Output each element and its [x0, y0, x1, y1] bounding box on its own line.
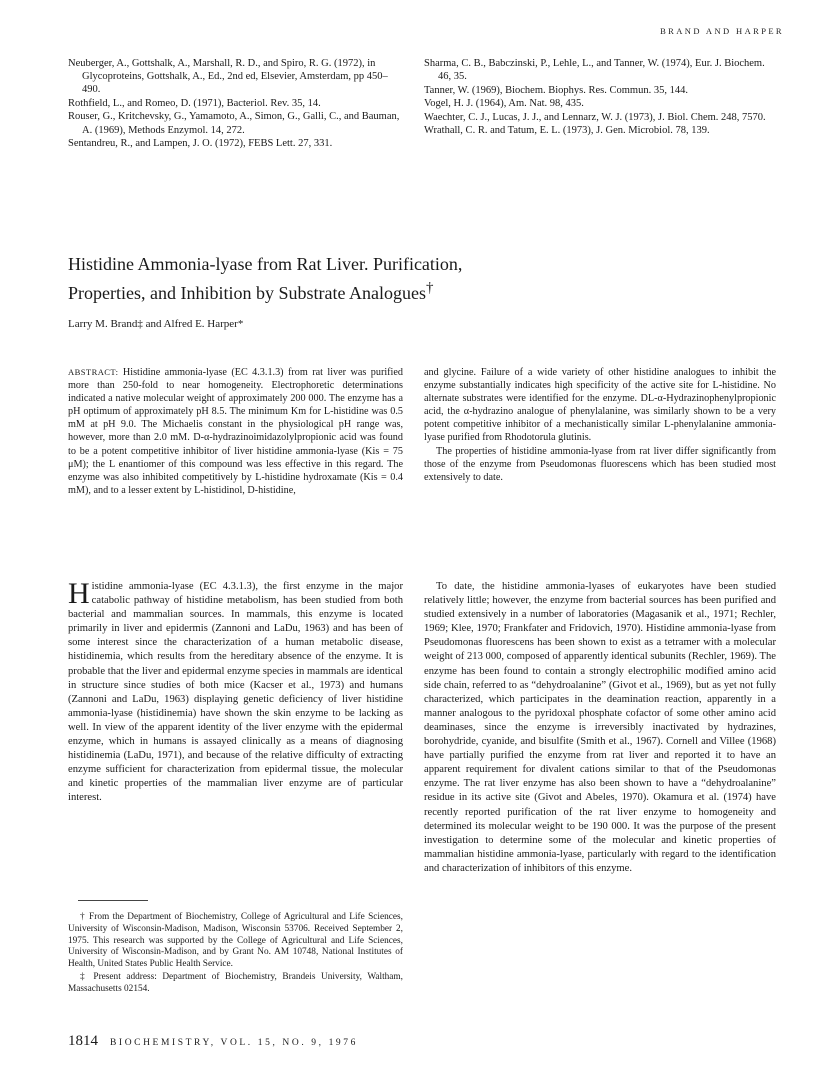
- reference-item: Vogel, H. J. (1964), Am. Nat. 98, 435.: [424, 98, 584, 110]
- title-line-2: Properties, and Inhibition by Substrate Analogues: [68, 283, 426, 303]
- page-number: 1814: [68, 1033, 98, 1049]
- body-right-column: [424, 580, 776, 876]
- running-head: BRAND AND HARPER: [660, 26, 784, 36]
- abstract-right-column: [424, 366, 776, 484]
- journal-citation: BIOCHEMISTRY, VOL. 15, NO. 9, 1976: [110, 1038, 358, 1048]
- body-text: istidine ammonia-lyase (EC 4.3.1.3), the first enzyme in the major catabolic pathway of histidine metabolism, has been studied from both bacterial and mammalian sources. In mammals, this enzyme is located primarily in liver and epidermis (Zannoni and LaDu, 1963) and has been of some interest since the characterization of a human metabolic disease, histidinemia, which results from the hereditary absence of the enzyme. It is probable that the liver and epidermal enzyme species in mammals are identical in structure since studies of both mice (Kacser et al., 1973) and humans (Zannoni and LaDu, 1963) displaying genetic deficiency of liver histidine ammonia-lyase (histidinemia) have shown the skin enzyme to be lacking as well. In view of the apparent identity of the liver enzyme with the epidermal enzyme, which in humans is assayed clinically as a means of diagnosing histidinemia (LaDu, 1971), and because of the relative difficulty of extracting enzyme sufficient for characterization from epidermal tissue, the molecular and kinetic properties of the mammalian liver enzyme are of particular interest.: [68, 581, 403, 804]
- body-left-column: [68, 577, 403, 806]
- footnote-item: † From the Department of Biochemistry, College of Agricultural and Life Sciences, University of Wisconsin-Madison, Madison, Wisconsin 53706. Received September 2, 1975. This research was supported by the College of Agricultural and Life Sciences, University of Wisconsin-Madison, and by Grant No. AM 10748, National Institutes of Health, United States Public Health Service.: [68, 912, 403, 970]
- title-line-1: Histidine Ammonia-lyase from Rat Liver. Purification,: [68, 254, 463, 274]
- drop-cap: H: [68, 577, 90, 610]
- reference-item: Sharma, C. B., Babczinski, P., Lehle, L., and Tanner, W. (1974), Eur. J. Biochem. 46, 35.: [424, 58, 765, 83]
- abstract-paragraph: The properties of histidine ammonia-lyase from rat liver differ significantly from those of the enzyme from Pseudomonas fluorescens which has been studied most extensively to date.: [424, 445, 776, 483]
- reference-item: Rouser, G., Kritchevsky, G., Yamamoto, A., Simon, G., Galli, C., and Bauman, A. (1969), Methods Enzymol. 14, 272.: [68, 111, 400, 136]
- abstract-left-column: [68, 366, 403, 497]
- reference-item: Tanner, W. (1969), Biochem. Biophys. Res. Commun. 35, 144.: [424, 84, 688, 96]
- abstract-label: ABSTRACT:: [68, 367, 119, 377]
- reference-item: Waechter, C. J., Lucas, J. J., and Lennarz, W. J. (1973), J. Biol. Chem. 248, 7570.: [424, 111, 766, 123]
- title-footnote-mark: †: [425, 280, 434, 296]
- abstract-paragraph: [68, 366, 403, 497]
- footnote-rule: [78, 900, 148, 901]
- references-left-column: [68, 57, 400, 151]
- article-title: [68, 252, 768, 305]
- abstract-paragraph: and glycine. Failure of a wide variety of other histidine analogues to inhibit the enzyme substantially indicates high specificity of the active site for L-histidine. No alternate substrates were identified for the enzyme. DL-α-Hydrazinophenylpropionic acid, the α-hydrazino analogue of phenylalanine, was similarly shown to be a very potent competitive inhibitor of a mechanistically similar L-phenylalanine ammonia-lyase purified from Rhodotorula glutinis.: [424, 367, 776, 444]
- footnotes: [68, 912, 403, 997]
- footnote-item: ‡ Present address: Department of Biochemistry, Brandeis University, Waltham, Massachusetts 02154.: [68, 971, 403, 994]
- reference-item: Rothfield, L., and Romeo, D. (1971), Bacteriol. Rev. 35, 14.: [68, 97, 321, 109]
- reference-item: Wrathall, C. R. and Tatum, E. L. (1973), J. Gen. Microbiol. 78, 139.: [424, 125, 710, 137]
- author-line: Larry M. Brand‡ and Alfred E. Harper*: [68, 318, 244, 330]
- body-paragraph: To date, the histidine ammonia-lyases of eukaryotes have been studied relatively little; however, the enzyme from bacterial sources has been purified and studied extensively in a number of laboratories (Magasanik et al., 1971; Rechler, 1969; Klee, 1970; Frankfater and Fridovich, 1970). Histidine ammonia-lyase from Pseudomonas fluorescens has been shown to exist as a tetramer with a molecular weight of 213 000, composed of apparently identical subunits (Rechler, 1969). The enzyme has been found to contain a strongly electrophilic modified amino acid side chain, referred to as “dehydroalanine” (Givot et al., 1969), but as yet not fully characterized, which participates in the deamination reaction, apparently in a manner analogous to the pyridoxal phosphate cofactor of some other amino acid deaminases, since the enzyme is irreversibly inactivated by hydrazines, borohydride, cyanide, and bisulfite (Smith et al., 1967). Cornell and Villee (1968) have partially purified the enzyme from rat liver and reported it to have an apparent requirement for divalent cations similar to that of the Pseudomonas enzyme. The rat liver enzyme has also been shown to have a “dehydroalanine” residue in its active site (Givot and Abeles, 1970). Okamura et al. (1974) have recently reported purification of the rat liver enzyme to homogeneity and determined its molecular weight to be 190 000. It was the purpose of the present investigation to determine some of the molecular and kinetic properties of mammalian histidine ammonia-lyase, particularly with regard to the identification and characterization of inhibitors of this enzyme.: [424, 581, 776, 874]
- page-footer: [68, 1033, 358, 1050]
- body-paragraph: [68, 577, 403, 806]
- reference-item: Neuberger, A., Gottshalk, A., Marshall, R. D., and Spiro, R. G. (1972), in Glycoproteins, Gottshalk, A., Ed., 2nd ed, Elsevier, Amsterdam, pp 450–490.: [68, 58, 388, 96]
- reference-item: Sentandreu, R., and Lampen, J. O. (1972), FEBS Lett. 27, 331.: [68, 138, 333, 150]
- references-right-column: [424, 57, 776, 138]
- abstract-text: Histidine ammonia-lyase (EC 4.3.1.3) from rat liver was purified more than 250-fold to near homogeneity. Electrophoretic determinations indicated a native molecular weight of approximately 200 000. The enzyme has a pH optimum of approximately pH 8.5. The minimum Km for L-histidine was 0.5 mM at pH 9.0. The Michaelis constant in the physiological pH range was, however, more than 2.0 mM. D-α-hydrazinoimidazolylpropionic acid was found to be a potent competitive inhibitor of liver histidine ammonia-lyase (Kis = 75 μM); the L enantiomer of this compound was less effective in this regard. The enzyme was also inhibited competitively by L-histidine hydroxamate (Kis = 0.4 mM), and to a lesser extent by L-histidinol, D-histidine,: [68, 367, 404, 496]
